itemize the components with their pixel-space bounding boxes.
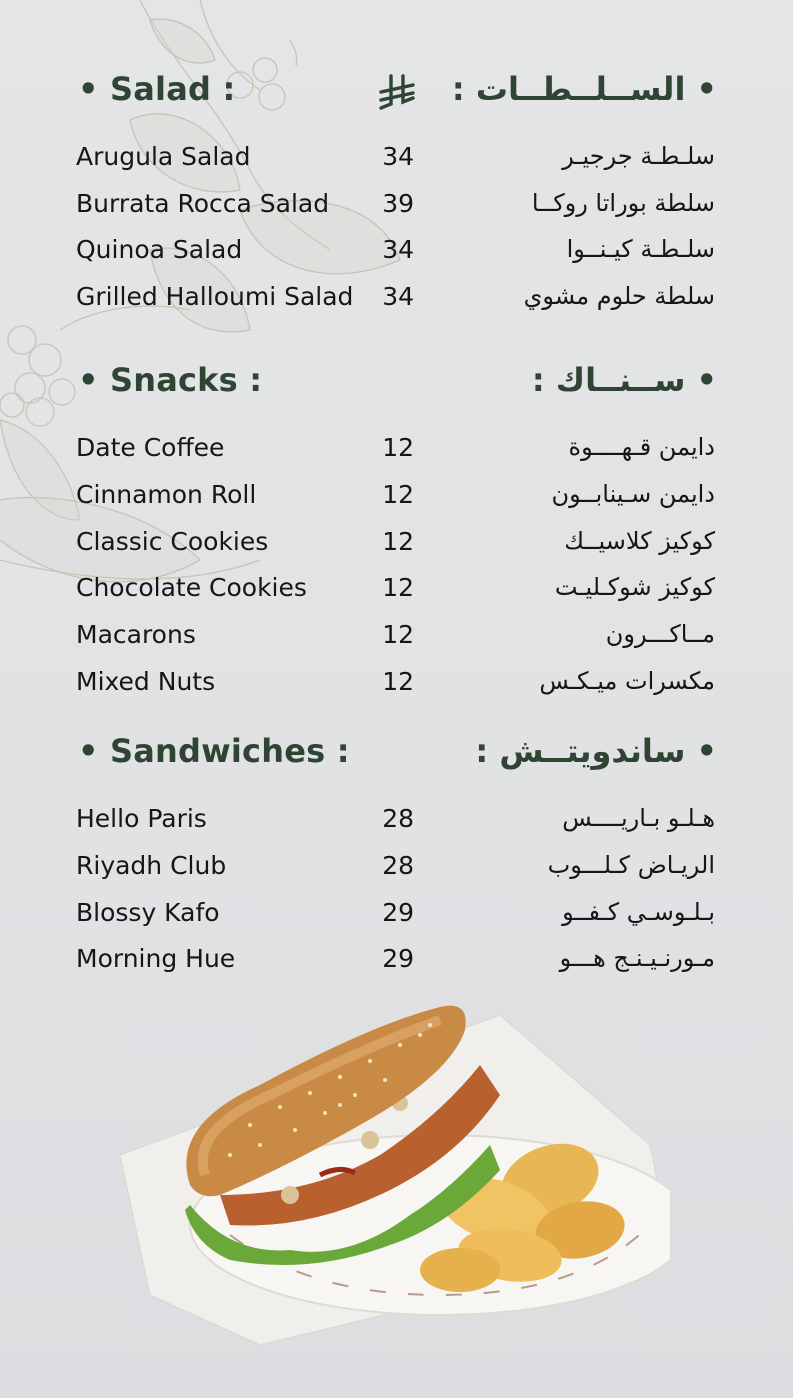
item-price: 12 (382, 480, 414, 509)
item-name-en: Blossy Kafo (76, 898, 220, 927)
menu-item-row (0, 480, 793, 520)
item-price: 34 (382, 142, 414, 171)
item-name-en: Riyadh Club (76, 851, 227, 880)
section-title-en: • Snacks : (78, 361, 263, 399)
item-price: 28 (382, 851, 414, 880)
menu-item-row (0, 142, 793, 182)
menu-item-row (0, 898, 793, 938)
item-name-ar: كوكيز كلاسيــك (564, 527, 715, 555)
section-header-snacks (0, 361, 793, 411)
item-name-en: Macarons (76, 620, 196, 649)
section-title-ar: • ساندويتــش : (475, 732, 717, 770)
item-name-ar: سلطة بوراتا روكــا (531, 189, 715, 217)
item-name-ar: بـلـوسـي كـفــو (562, 898, 715, 926)
menu-item-row (0, 804, 793, 844)
item-price: 34 (382, 282, 414, 311)
item-name-en: Quinoa Salad (76, 235, 243, 264)
item-price: 29 (382, 944, 414, 973)
menu-item-row (0, 667, 793, 707)
item-name-ar: دايمن سـينابــون (551, 480, 715, 508)
item-name-en: Morning Hue (76, 944, 236, 973)
menu-item-row (0, 944, 793, 984)
item-name-ar: دايمن قـهــــوة (568, 433, 715, 461)
menu-item-row (0, 282, 793, 322)
item-name-en: Hello Paris (76, 804, 207, 833)
menu-item-row (0, 620, 793, 660)
item-name-en: Burrata Rocca Salad (76, 189, 330, 218)
item-name-en: Mixed Nuts (76, 667, 216, 696)
item-price: 12 (382, 620, 414, 649)
item-name-ar: مــاكـــرون (605, 620, 715, 648)
menu-item-row (0, 851, 793, 891)
section-header-salad (0, 70, 793, 120)
item-name-ar: كوكيز شوكـليـت (554, 573, 715, 601)
item-name-ar: مـورنـيـنـج هـــو (559, 944, 715, 972)
item-name-ar: سلـطـة كيـنــوا (566, 235, 715, 263)
item-name-ar: سلطة حلوم مشوي (523, 282, 715, 310)
item-name-en: Classic Cookies (76, 527, 269, 556)
menu-item-row (0, 189, 793, 229)
section-title-ar: • ســنــاك : (531, 361, 717, 399)
item-price: 28 (382, 804, 414, 833)
section-header-sandwiches (0, 732, 793, 782)
item-name-ar: سلـطـة جرجيـر (562, 142, 715, 170)
menu-item-row (0, 433, 793, 473)
item-name-ar: مكسرات ميـكـس (539, 667, 715, 695)
item-price: 39 (382, 189, 414, 218)
menu-item-row (0, 573, 793, 613)
item-name-en: Cinnamon Roll (76, 480, 257, 509)
item-price: 12 (382, 667, 414, 696)
item-price: 12 (382, 433, 414, 462)
item-price: 34 (382, 235, 414, 264)
item-name-ar: هـلـو بـاريــــس (562, 804, 715, 832)
item-price: 12 (382, 573, 414, 602)
item-name-en: Arugula Salad (76, 142, 251, 171)
menu-item-row (0, 527, 793, 567)
menu-item-row (0, 235, 793, 275)
item-price: 12 (382, 527, 414, 556)
section-title-en: • Sandwiches : (78, 732, 350, 770)
item-name-en: Date Coffee (76, 433, 225, 462)
item-name-ar: الريـاض كـلـــوب (547, 851, 715, 879)
section-title-en: • Salad : (78, 70, 236, 108)
section-title-ar: • الســلــطــات : (451, 70, 717, 108)
item-name-en: Chocolate Cookies (76, 573, 307, 602)
sandwich-with-chips-photo (110, 995, 670, 1355)
item-name-en: Grilled Halloumi Salad (76, 282, 354, 311)
item-price: 29 (382, 898, 414, 927)
